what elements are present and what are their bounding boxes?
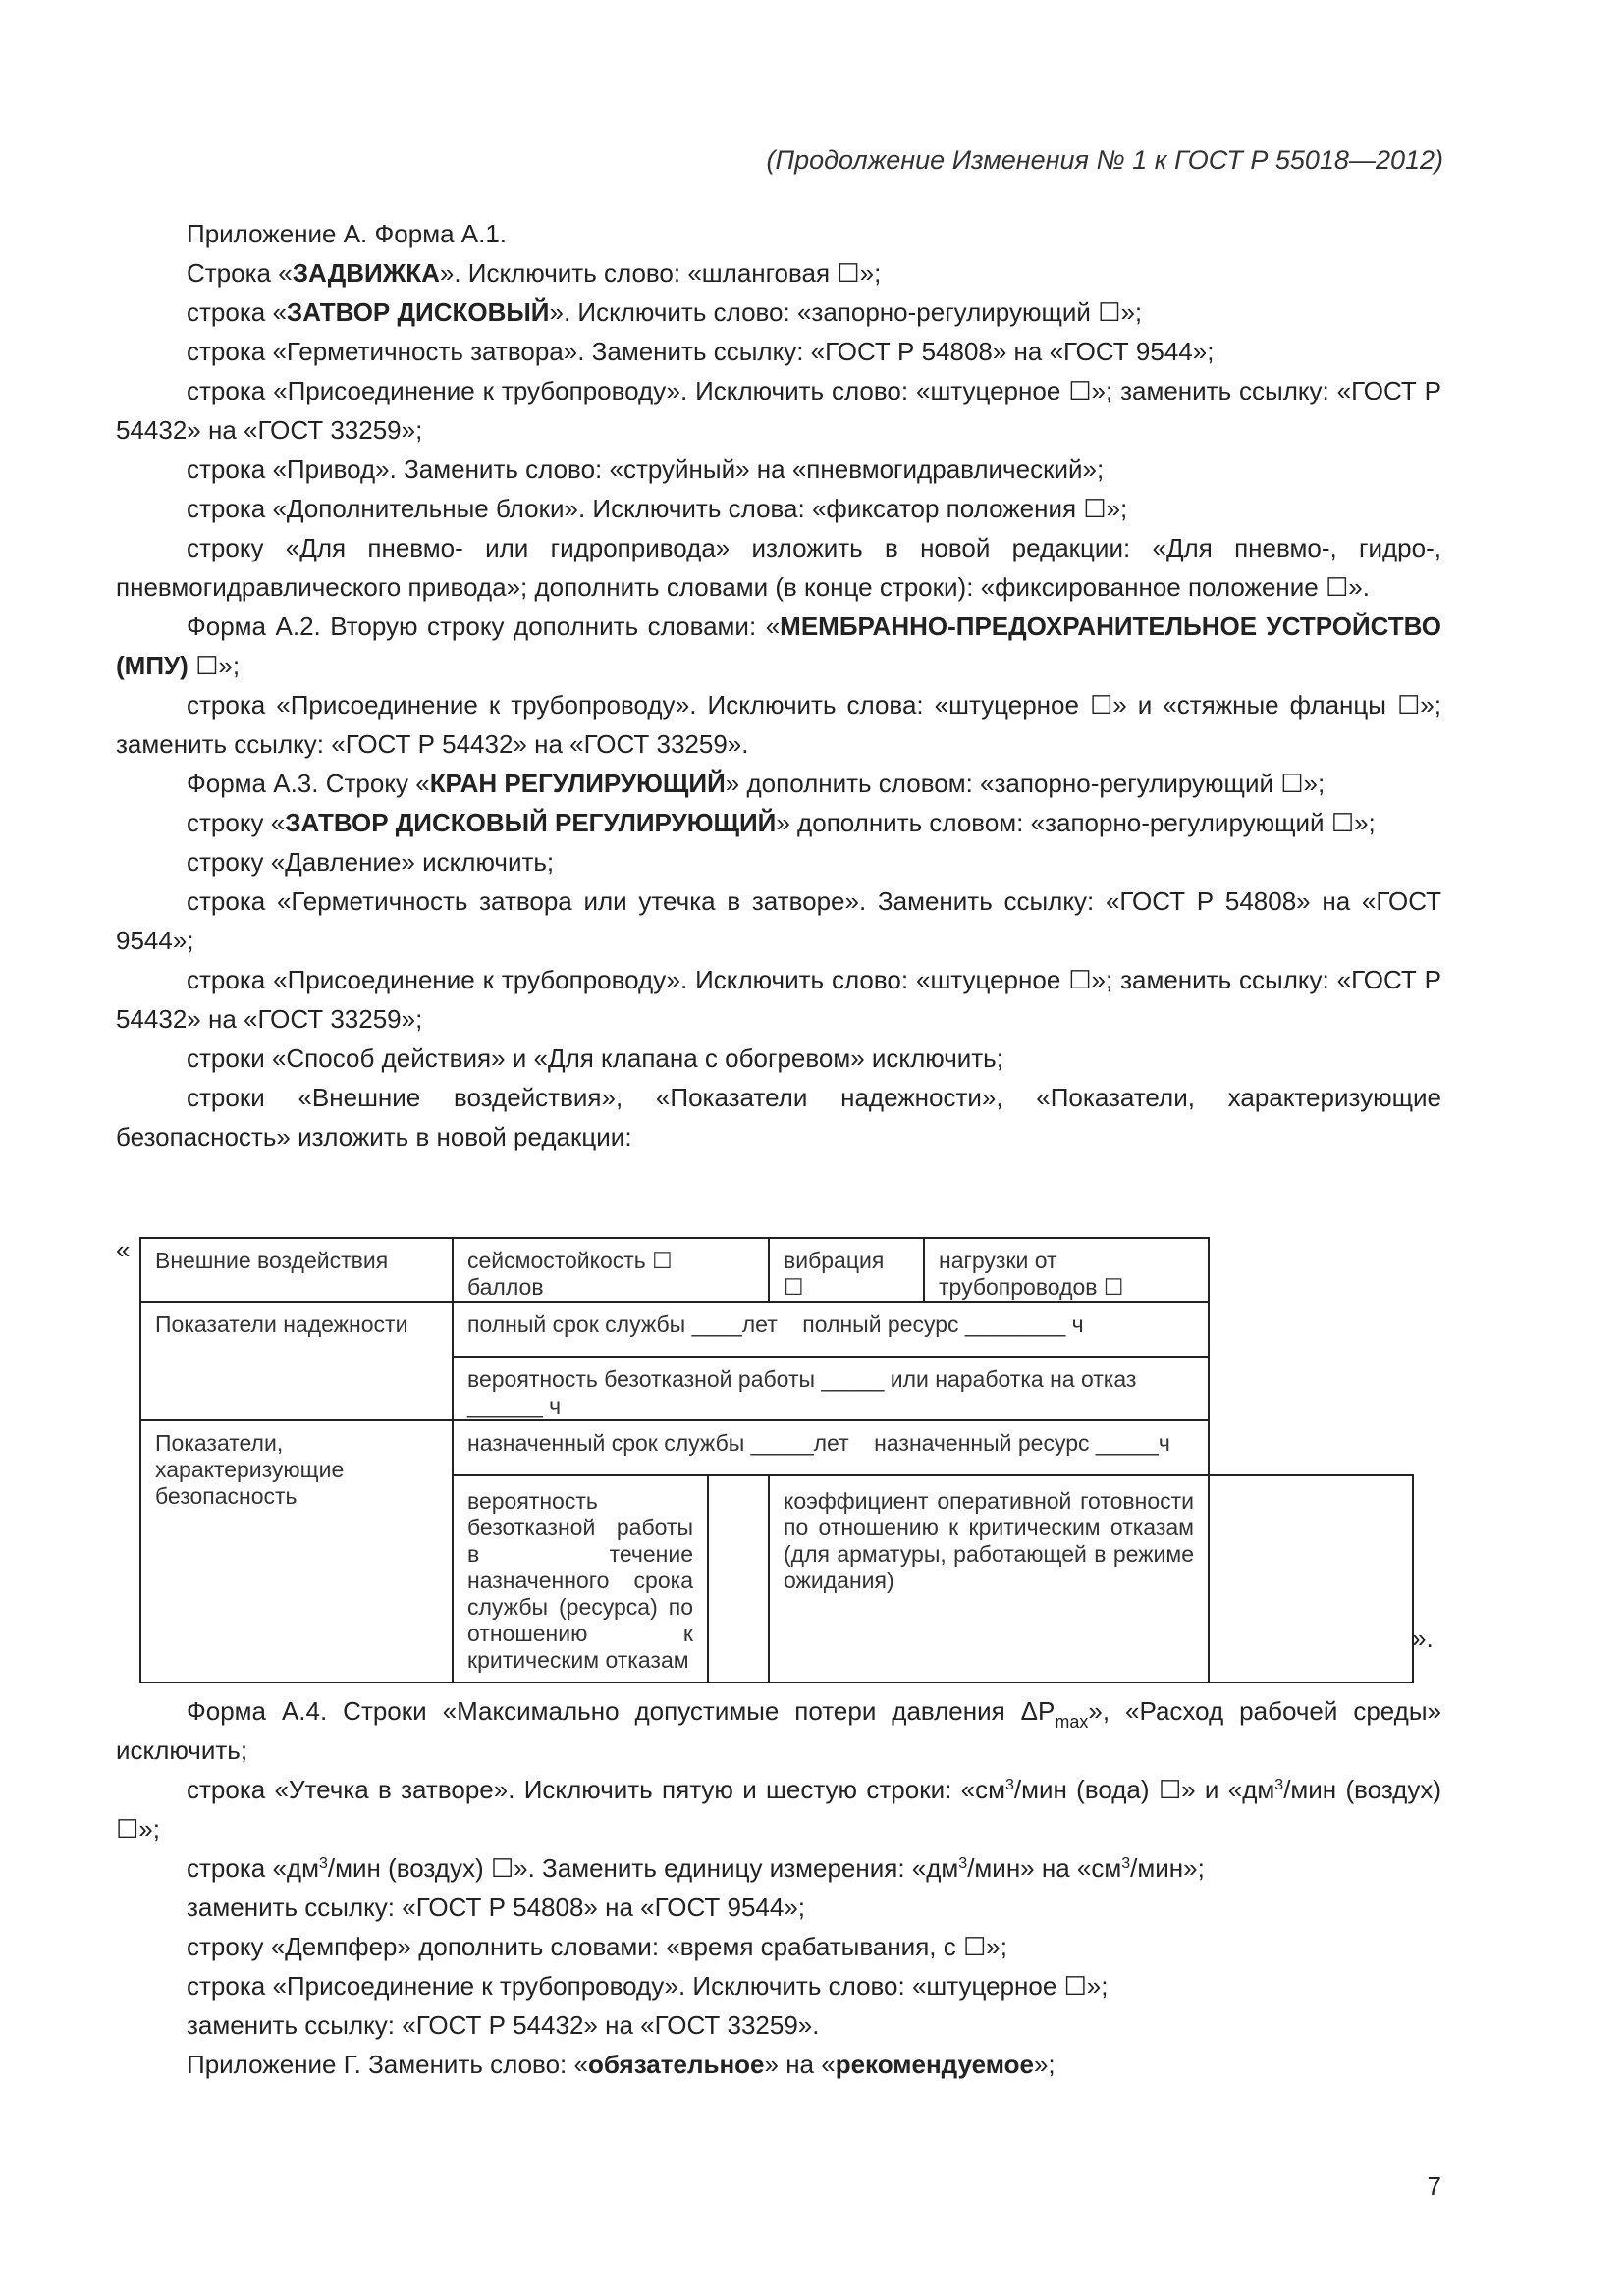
cell-seismic: сейсмостойкость ☐ баллов <box>453 1238 769 1302</box>
superscript: 3 <box>1121 1855 1131 1872</box>
subscript: max <box>1055 1712 1089 1732</box>
paragraphs1-paragraph-8: строку «Для пневмо- или гидропривода» изложить в новой редакции: «Для пневмо-, гидро-, пневмогидравлического привода»; дополнить словами (в конце строки): «фиксированное положение ☐». <box>116 533 1441 602</box>
paragraphs1-paragraph-5: строка «Присоединение к трубопроводу». Исключить слово: «штуцерное ☐»; заменить ссылку: «ГОСТ Р 54432» на «ГОСТ 33259»; <box>116 376 1441 445</box>
table-close-quote: ». <box>1412 1624 1434 1653</box>
amendment-text-bottom <box>116 1691 1441 2084</box>
paragraphs1-paragraph-1: Приложение А. Форма А.1. <box>187 219 508 248</box>
paragraphs1-paragraph-7: строка «Дополнительные блоки». Исключить слова: «фиксатор положения ☐»; <box>187 494 1128 523</box>
table-row-external <box>140 1238 1413 1302</box>
cell-failure-probability: вероятность безотказной работы _____ или наработка на отказ ______ ч <box>453 1357 1209 1420</box>
indicators-table <box>139 1237 1414 1683</box>
cell-vibration: вибрация ☐ <box>769 1238 924 1302</box>
paragraphs2-paragraph-2: строка «Утечка в затворе». Исключить пятую и шестую строки: «$см^3$/мин (вода) ☐» и «$дм^3$/мин (воздух) ☐»; <box>116 1775 1442 1843</box>
paragraphs1-paragraph-13: строку «Давление» исключить; <box>187 847 555 877</box>
page-header: (Продолжение Изменения № 1 к ГОСТ Р 55018—2012) <box>766 145 1443 175</box>
paragraphs1-paragraph-11: Форма А.3. Строку «КРАН РЕГУЛИРУЮЩИЙ» дополнить словом: «запорно-регулирующий ☐»; <box>187 769 1326 798</box>
cell-critical-failure-probability: вероятность безотказной работы в течение назначенного срока службы (ресурса) по отношению к критическим отказам <box>453 1475 708 1682</box>
bold-term: обязательное <box>587 2050 765 2079</box>
paragraphs1-paragraph-17: строки «Внешние воздействия», «Показатели надежности», «Показатели, характеризующие безопасность» изложить в новой редакции: <box>116 1083 1441 1151</box>
paragraphs2-paragraph-6: строка «Присоединение к трубопроводу». Исключить слово: «штуцерное ☐»; <box>187 1971 1109 2001</box>
paragraphs1-paragraph-2: Строка «ЗАДВИЖКА». Исключить слово: «шланговая ☐»; <box>187 258 882 288</box>
paragraphs1-paragraph-12: строку «ЗАТВОР ДИСКОВЫЙ РЕГУЛИРУЮЩИЙ» дополнить словом: «запорно-регулирующий ☐»; <box>187 808 1376 837</box>
superscript: 3 <box>958 1855 968 1872</box>
form-table-block <box>116 1229 1461 1673</box>
table-row-safety-1 <box>140 1420 1413 1475</box>
bold-term: ЗАТВОР ДИСКОВЫЙ <box>286 297 550 327</box>
superscript: 3 <box>318 1855 328 1872</box>
paragraphs1-paragraph-10: строка «Присоединение к трубопроводу». Исключить слова: «штуцерное ☐» и «стяжные фланцы ☐»; заменить ссылку: «ГОСТ Р 54432» на «ГОСТ 33259». <box>116 690 1441 759</box>
cell-probability-value <box>708 1475 769 1682</box>
paragraphs2-paragraph-7: заменить ссылку: «ГОСТ Р 54432» на «ГОСТ 33259». <box>187 2010 820 2040</box>
cell-assigned-life: назначенный срок службы _____лет назначенный ресурс _____ч <box>453 1420 1209 1475</box>
cell-pipeline-loads: нагрузки от трубопроводов ☐ <box>924 1238 1209 1302</box>
paragraphs1-paragraph-16: строки «Способ действия» и «Для клапана с обогревом» исключить; <box>187 1043 1003 1073</box>
table-row-reliability-1 <box>140 1302 1413 1357</box>
cell-safety-label: Показатели, характеризующие безопасность <box>140 1420 453 1682</box>
cell-reliability-label: Показатели надежности <box>140 1302 453 1420</box>
bold-term: ЗАДВИЖКА <box>292 258 440 288</box>
paragraphs1-paragraph-6: строка «Привод». Заменить слово: «струйный» на «пневмогидравлический»; <box>187 454 1105 484</box>
paragraphs2-paragraph-1: Форма А.4. Строки «Максимально допустимые потери давления $\Delta P_{max}$», «Расход рабочей среды» исключить; <box>116 1696 1441 1765</box>
superscript: 3 <box>1274 1777 1284 1793</box>
paragraphs1-paragraph-9: Форма А.2. Вторую строку дополнить словами: «МЕМБРАННО-ПРЕДОХРАНИТЕЛЬНОЕ УСТРОЙСТВО (МПУ) ☐»; <box>116 612 1442 680</box>
paragraphs2-paragraph-3: строка «$дм^3$/мин (воздух) ☐». Заменить единицу измерения: «$дм^3$/мин» на «$см^3$/мин»; <box>187 1853 1205 1883</box>
paragraphs2-paragraph-4: заменить ссылку: «ГОСТ Р 54808» на «ГОСТ 9544»; <box>187 1893 806 1922</box>
cell-service-life: полный срок службы ____лет полный ресурс ________ ч <box>453 1302 1209 1357</box>
amendment-text-top <box>116 214 1441 1156</box>
bold-term: рекомендуемое <box>835 2050 1034 2079</box>
paragraphs1-paragraph-3: строка «ЗАТВОР ДИСКОВЫЙ». Исключить слово: «запорно-регулирующий ☐»; <box>187 297 1143 327</box>
page-number: 7 <box>1427 2171 1441 2201</box>
cell-coefficient-value <box>1209 1475 1413 1682</box>
cell-readiness-coefficient: коэффициент оперативной готовности по отношению к критическим отказам (для арматуры, работающей в режиме ожидания) <box>769 1475 1209 1682</box>
paragraphs1-paragraph-14: строка «Герметичность затвора или утечка в затворе». Заменить ссылку: «ГОСТ Р 54808» на «ГОСТ 9544»; <box>116 886 1441 955</box>
bold-term: КРАН РЕГУЛИРУЮЩИЙ <box>429 769 726 798</box>
cell-external-label: Внешние воздействия <box>140 1238 453 1302</box>
paragraphs1-paragraph-15: строка «Присоединение к трубопроводу». Исключить слово: «штуцерное ☐»; заменить ссылку: «ГОСТ Р 54432» на «ГОСТ 33259»; <box>116 965 1441 1034</box>
table-open-quote: « <box>116 1235 131 1264</box>
paragraphs1-paragraph-4: строка «Герметичность затвора». Заменить ссылку: «ГОСТ Р 54808» на «ГОСТ 9544»; <box>187 337 1215 366</box>
bold-term: МЕМБРАННО-ПРЕДОХРАНИТЕЛЬНОЕ УСТРОЙСТВО (МПУ) <box>116 612 1442 680</box>
bold-term: ЗАТВОР ДИСКОВЫЙ РЕГУЛИРУЮЩИЙ <box>285 808 777 837</box>
superscript: 3 <box>1004 1777 1014 1793</box>
delta-p-symbol: ΔP <box>1020 1696 1056 1726</box>
paragraphs2-paragraph-5: строку «Демпфер» дополнить словами: «время срабатывания, с ☐»; <box>187 1932 1007 1961</box>
paragraphs2-paragraph-8: Приложение Г. Заменить слово: «обязательное» на «рекомендуемое»; <box>187 2050 1056 2079</box>
